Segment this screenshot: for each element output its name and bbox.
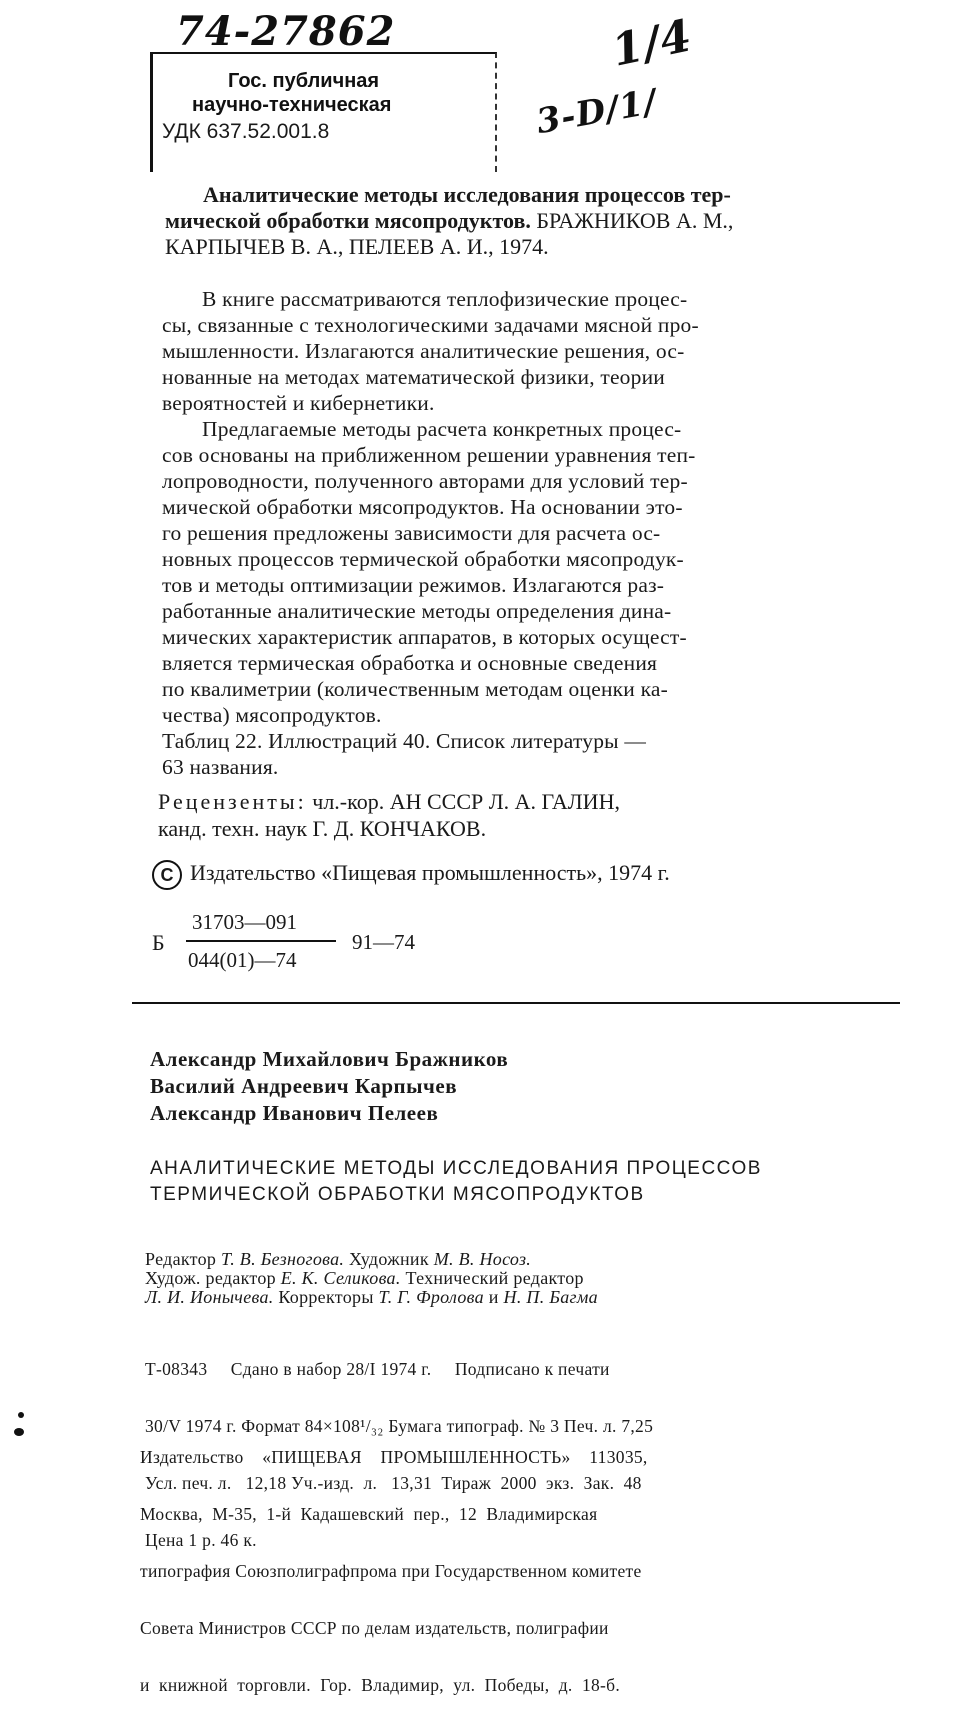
ink-mark <box>14 1428 24 1436</box>
editors-text: Художник <box>344 1249 434 1269</box>
title-bold-line1: Аналитические методы исследования процессов тер- <box>203 182 731 207</box>
editors-text: Технический редактор <box>400 1268 584 1288</box>
editors-name: Н. П. Багма <box>503 1287 598 1307</box>
handwritten-number: 74-27862 <box>176 8 396 55</box>
copyright-line <box>152 860 670 890</box>
book-title-line: ТЕРМИЧЕСКОЙ ОБРАБОТКИ МЯСОПРОДУКТОВ <box>150 1184 645 1205</box>
udk-code: УДК 637.52.001.8 <box>162 120 330 143</box>
abstract-line: Предлагаемые методы расчета конкретных процес- <box>202 417 682 441</box>
abstract-line: сов основаны на приближенном решении уравнения теп- <box>162 443 696 467</box>
editors-name: Т. Г. Фролова <box>378 1287 484 1307</box>
title-authors-line2: БРАЖНИКОВ А. М., <box>536 208 734 233</box>
abstract-line: тов и методы оптимизации режимов. Излагаются раз- <box>162 573 665 597</box>
print-info-line: Цена 1 р. 46 к. <box>145 1530 257 1550</box>
copyright-text: Издательство «Пищевая промышленность», 1974 г. <box>190 860 670 886</box>
publisher-info-line: типография Союзполиграфпрома при Государственном комитете <box>140 1561 642 1581</box>
reviewers-label: Рецензенты: <box>158 789 307 814</box>
abstract-line: лопроводности, полученного авторами для условий тер- <box>162 469 688 493</box>
abstract-line: вероятностей и кибернетики. <box>162 391 435 415</box>
author-names <box>150 1046 508 1127</box>
print-info-line: Усл. печ. л. 12,18 Уч.-изд. л. 13,31 Тираж 2000 экз. Зак. 48 <box>145 1473 642 1493</box>
abstract-line: Таблиц 22. Иллюстраций 40. Список литературы — <box>162 729 647 753</box>
abstract-line: мических характеристик аппаратов, в которых осущест- <box>162 625 687 649</box>
author-name: Василий Андреевич Карпычев <box>150 1074 458 1098</box>
publisher-info <box>140 1410 648 1714</box>
editors-text: Редактор <box>145 1249 222 1269</box>
reviewers-line2: канд. техн. наук Г. Д. КОНЧАКОВ. <box>158 816 487 841</box>
abstract-line: чества) мясопродуктов. <box>162 703 382 727</box>
book-title-line: АНАЛИТИЧЕСКИЕ МЕТОДЫ ИССЛЕДОВАНИЯ ПРОЦЕССОВ <box>150 1158 762 1179</box>
publisher-info-line: Издательство «ПИЩЕВАЯ ПРОМЫШЛЕННОСТЬ» 113035, <box>140 1447 648 1467</box>
index-suffix: 91—74 <box>352 930 415 954</box>
reviewers-line1: чл.-кор. АН СССР Л. А. ГАЛИН, <box>312 789 620 814</box>
abstract-line: В книге рассматриваются теплофизические процес- <box>202 287 688 311</box>
publisher-info-line: Совета Министров СССР по делам издательств, полиграфии <box>140 1618 609 1638</box>
abstract <box>162 286 699 780</box>
abstract-line: го решения предложены зависимости для расчета ос- <box>162 521 661 545</box>
editors-name: М. В. Носоз. <box>433 1249 532 1269</box>
editors <box>145 1250 598 1307</box>
print-info-line: 30/V 1974 г. Формат 84×108¹/₃₂ Бумага типограф. № 3 Печ. л. 7,25 <box>145 1416 654 1436</box>
title-authors-line3: КАРПЫЧЕВ В. А., ПЕЛЕЕВ А. И., 1974. <box>165 234 549 259</box>
title-block <box>165 182 733 260</box>
abstract-line: нованные на методах математической физики, теории <box>162 365 665 389</box>
section-divider <box>132 1002 900 1004</box>
stamp-line-2: научно-техническая <box>192 94 392 116</box>
editors-text: и <box>483 1287 504 1307</box>
reviewers <box>158 788 620 842</box>
book-title <box>150 1156 762 1208</box>
handwritten-corner-mark: 1/4 <box>607 10 697 77</box>
abstract-line: мической обработки мясопродуктов. На основании это- <box>162 495 683 519</box>
abstract-line: мышленности. Излагаются аналитические решения, ос- <box>162 339 685 363</box>
copyright-icon: C <box>152 860 182 890</box>
index-fraction-bar <box>186 940 336 942</box>
index-letter: Б <box>152 930 165 955</box>
title-bold-line2: мической обработки мясопродуктов. <box>165 208 531 233</box>
ink-mark <box>18 1412 24 1418</box>
index-denominator: 044(01)—74 <box>188 948 297 972</box>
abstract-line: работанные аналитические методы определения дина- <box>162 599 672 623</box>
abstract-line: по квалиметрии (количественным методам оценки ка- <box>162 677 669 701</box>
publisher-info-line: и книжной торговли. Гор. Владимир, ул. Победы, д. 18-б. <box>140 1675 621 1695</box>
editors-name: Е. К. Селикова. <box>280 1268 401 1288</box>
abstract-line: 63 названия. <box>162 755 279 779</box>
abstract-line: новных процессов термической обработки мясопродук- <box>162 547 684 571</box>
editors-name: Л. И. Ионычева. <box>145 1287 274 1307</box>
editors-text: Худож. редактор <box>145 1268 281 1288</box>
stamp-line-1: Гос. публичная <box>228 70 380 92</box>
handwritten-side-mark: 3-D/1/ <box>533 81 661 143</box>
editors-name: Т. В. Безногова. <box>221 1249 345 1269</box>
author-name: Александр Иванович Пелеев <box>150 1101 439 1125</box>
index-numerator: 31703—091 <box>192 910 297 934</box>
abstract-line: сы, связанные с технологическими задачами мясной про- <box>162 313 699 337</box>
print-info-line: Т-08343 Сдано в набор 28/I 1974 г. Подписано к печати <box>145 1359 610 1379</box>
abstract-line: вляется термическая обработка и основные сведения <box>162 651 658 675</box>
editors-text: Корректоры <box>273 1287 379 1307</box>
publisher-info-line: Москва, М-35, 1-й Кадашевский пер., 12 Владимирская <box>140 1504 598 1524</box>
author-name: Александр Михайлович Бражников <box>150 1047 509 1071</box>
